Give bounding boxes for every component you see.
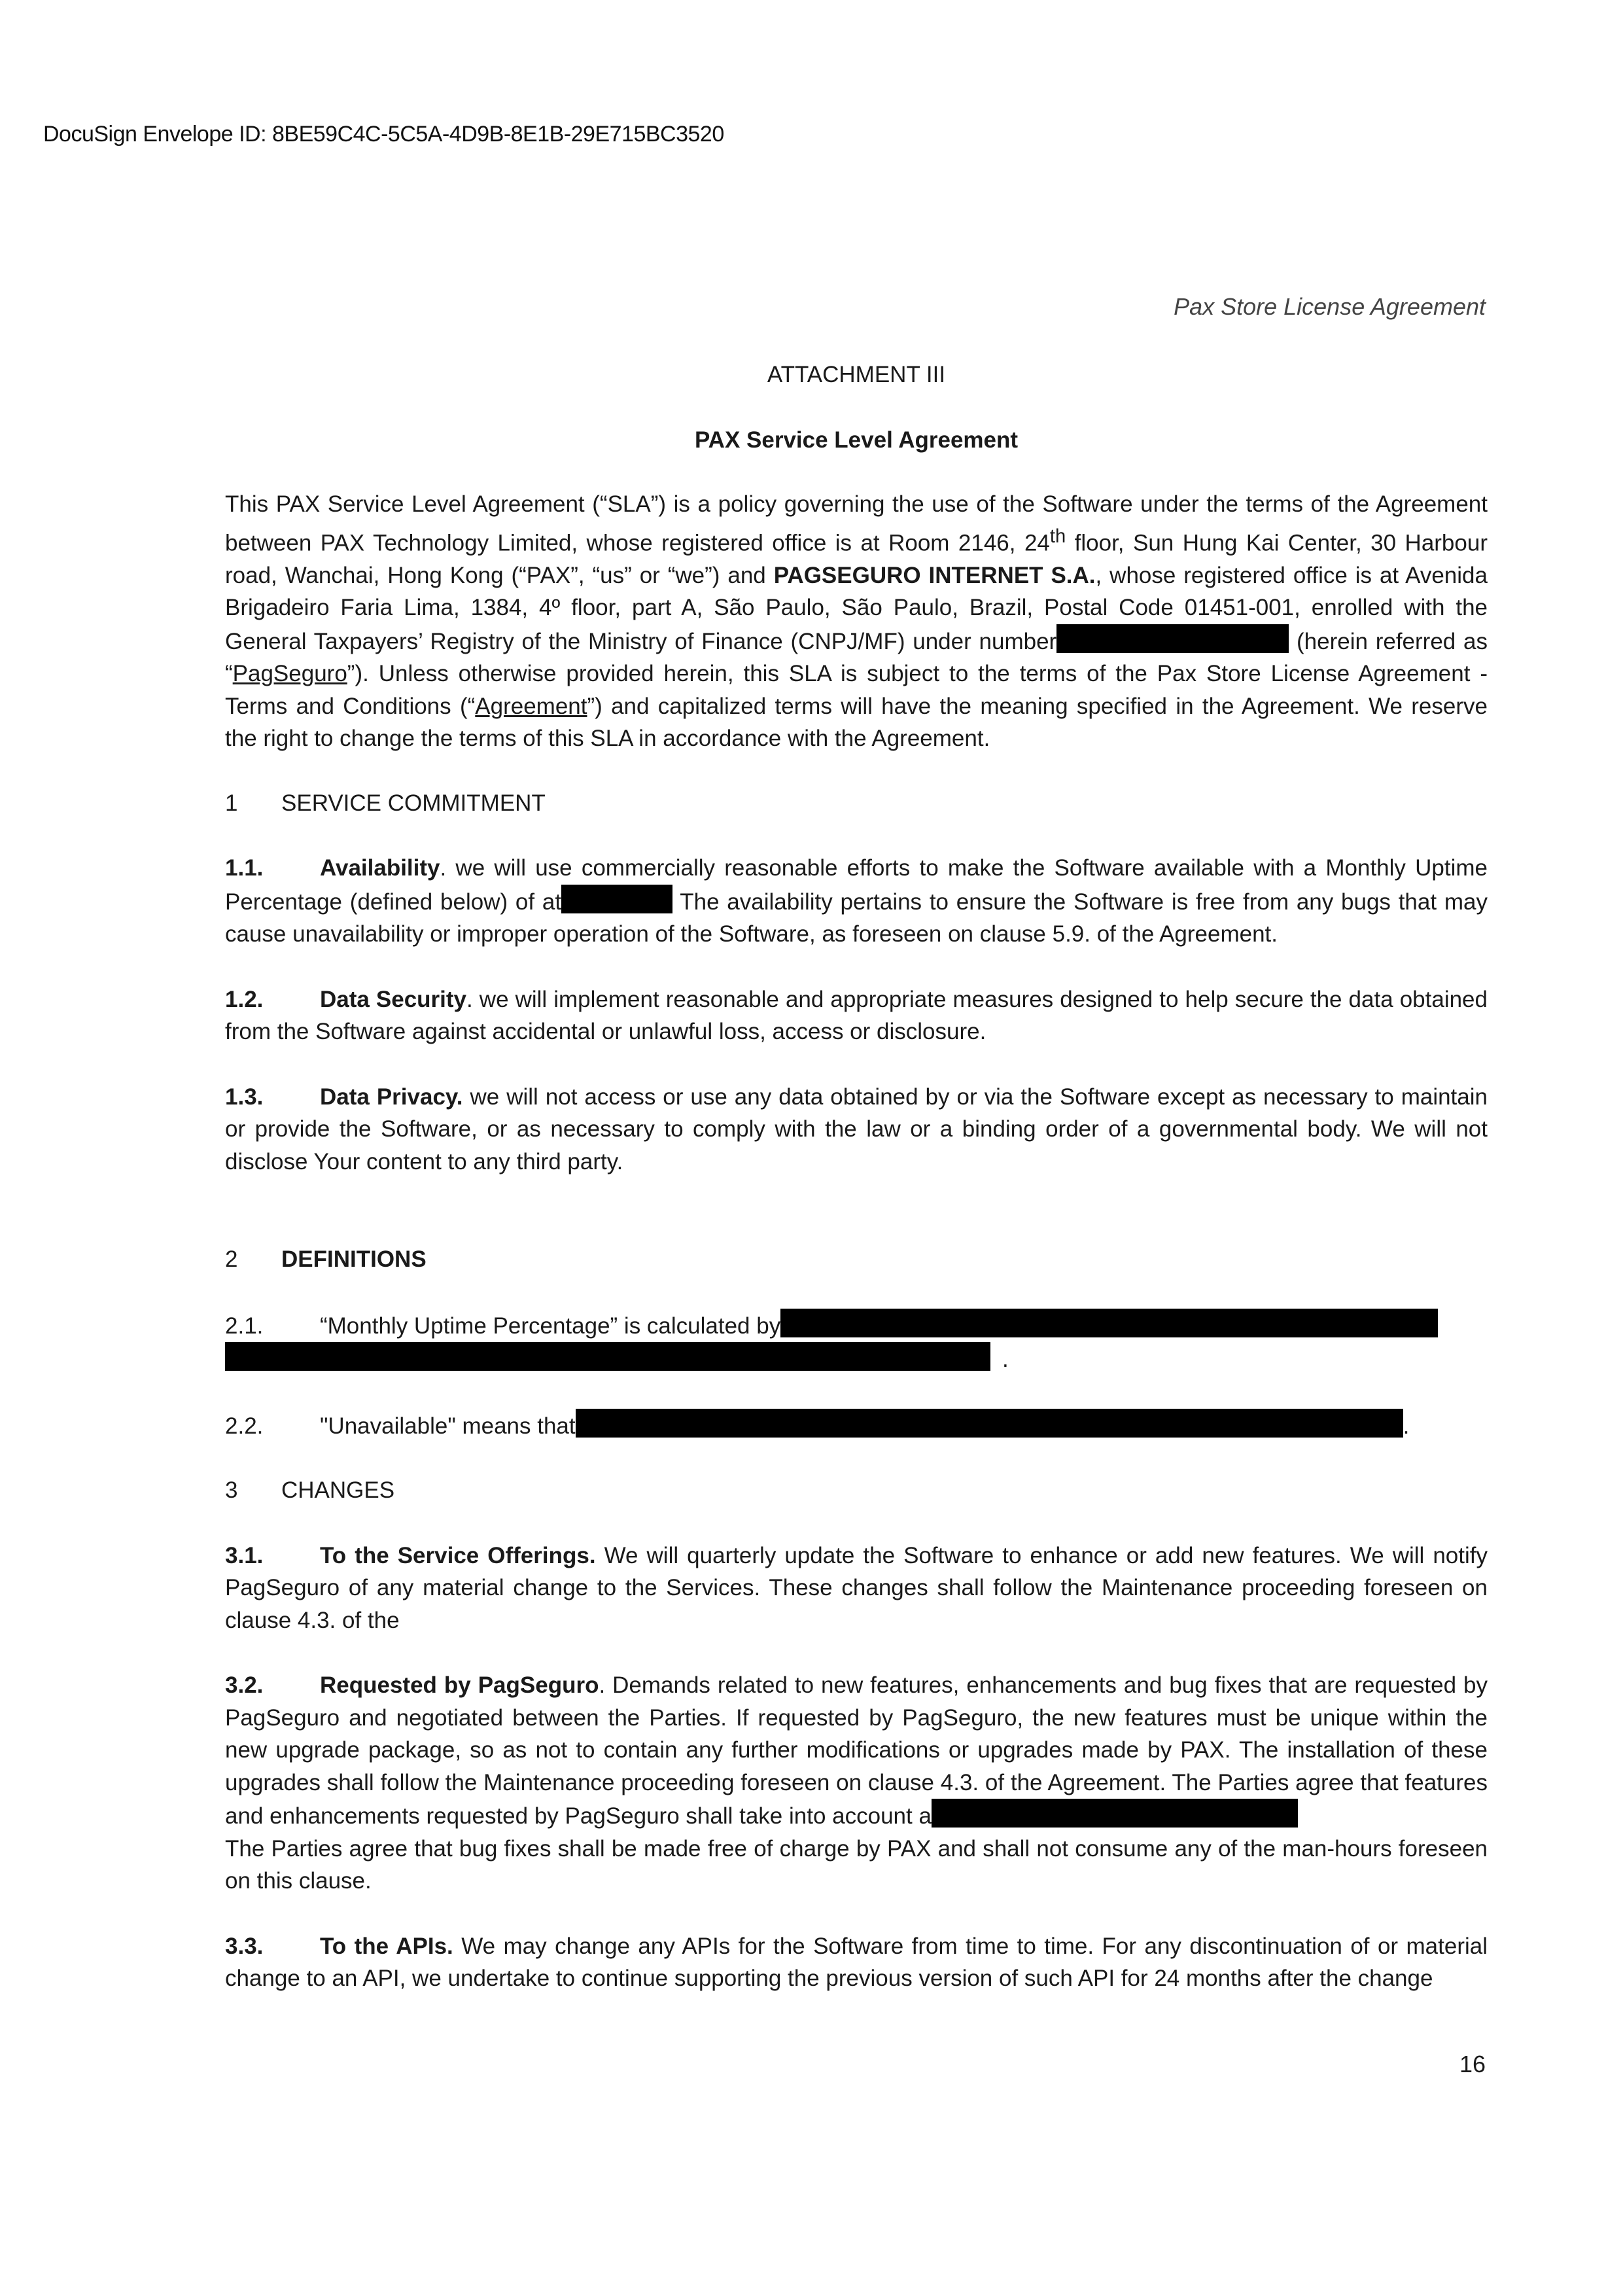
redaction-box	[561, 885, 672, 913]
clause-tail: .	[1002, 1347, 1009, 1373]
attachment-label: ATTACHMENT III	[767, 362, 946, 387]
intro-text-6: ”) and capitalized terms will have the meaning specified in the Agreement. We reserve the right to change the terms of this SLA in accordance with the Agreement.	[225, 693, 1488, 752]
redaction-box	[932, 1799, 1298, 1828]
clause-3-3	[225, 1930, 1488, 1995]
intro-text-1: This PAX Service Level Agreement (“SLA”) is a policy governing the use of the Software under the terms of the Agreement between PAX Technology Limited, whose registered office is at Room 2146, 24	[225, 491, 1488, 556]
clause-number: 3.1.	[225, 1542, 264, 1568]
clause-2-2	[225, 1409, 1488, 1443]
clause-text: "Unavailable" means that	[320, 1413, 576, 1439]
clause-2-1	[225, 1309, 1488, 1376]
redaction-box	[225, 1342, 990, 1371]
superscript: th	[1049, 525, 1066, 547]
section-heading-2	[225, 1243, 1488, 1276]
section-number: 1	[225, 790, 238, 816]
clause-number: 1.3.	[225, 1084, 264, 1110]
redaction-box	[1056, 624, 1289, 653]
clause-text: we will not access or use any data obtained by or via the Software except as necessary to maintain or provide the Software, or as necessary to comply with the law or a binding order of a governmental body. We will not disclose Your content to any third party.	[225, 1084, 1488, 1174]
clause-number: 1.1.	[225, 855, 264, 881]
running-header: Pax Store License Agreement	[1174, 293, 1486, 320]
intro-text-2: floor, Sun Hung Kai Center, 30 Harbour road, Wanchai, Hong Kong (“PAX”, “us” or “we”) and	[225, 530, 1488, 588]
section-heading-3	[225, 1474, 1488, 1507]
page-number: 16	[1459, 2051, 1486, 2077]
clause-title: Requested by PagSeguro	[320, 1672, 599, 1699]
company-name: PAGSEGURO INTERNET S.A.	[773, 562, 1096, 588]
clause-text: “Monthly Uptime Percentage” is calculated by	[320, 1313, 781, 1339]
clause-title: To the Service Offerings.	[320, 1542, 596, 1568]
clause-text: The availability pertains to ensure the Software is free from any bugs that may cause unavailability or improper operation of the Software, as foreseen on clause 5.9. of the Agreement.	[225, 889, 1488, 947]
redaction-box	[576, 1409, 1403, 1438]
intro-text-4: (herein referred as “	[225, 628, 1488, 687]
clause-title: To the APIs.	[320, 1933, 453, 1959]
clause-tail: .	[1403, 1413, 1410, 1439]
clause-3-2	[225, 1669, 1488, 1898]
clause-text: The Parties agree that bug fixes shall be made free of charge by PAX and shall not consume any of the man-hours foreseen on this clause.	[225, 1835, 1488, 1894]
clause-title: Data Privacy.	[320, 1084, 463, 1110]
section-heading-1	[225, 787, 1488, 820]
clause-1-3	[225, 1081, 1488, 1178]
clause-number: 1.2.	[225, 986, 264, 1012]
clause-number: 2.1.	[225, 1313, 264, 1339]
intro-text-5: ”). Unless otherwise provided herein, this SLA is subject to the terms of the Pax Store License Agreement - Terms and Conditions (“	[225, 661, 1488, 719]
intro-paragraph	[225, 488, 1488, 755]
docusign-envelope-id: DocuSign Envelope ID: 8BE59C4C-5C5A-4D9B-8E1B-29E715BC3520	[43, 122, 724, 147]
section-number: 3	[225, 1477, 238, 1504]
page-title: PAX Service Level Agreement	[694, 427, 1019, 453]
defined-term-agreement: Agreement	[475, 693, 587, 719]
clause-text: . Demands related to new features, enhancements and bug fixes that are requested by PagSeguro and negotiated between the Parties. If requested by PagSeguro, the new features must be unique within the new upgrade package, so as not to contain any further modifications or upgrades made by PAX. The installation of these upgrades shall follow the Maintenance proceeding foreseen on clause 4.3. of the Agreement. The Parties agree that features and enhancements requested by PagSeguro shall take into account a	[225, 1672, 1488, 1829]
clause-1-2	[225, 983, 1488, 1048]
clause-1-1	[225, 852, 1488, 951]
defined-term-pagseguro: PagSeguro	[232, 661, 347, 687]
section-title: DEFINITIONS	[281, 1246, 427, 1273]
clause-number: 3.2.	[225, 1672, 264, 1699]
clause-number: 3.3.	[225, 1933, 264, 1959]
section-title: CHANGES	[281, 1477, 395, 1504]
clause-text: We may change any APIs for the Software from time to time. For any discontinuation of or material change to an API, we undertake to continue supporting the previous version of such API for 24 months after the change	[225, 1933, 1488, 1992]
clause-title: Data Security	[320, 986, 467, 1012]
clause-text: We will quarterly update the Software to enhance or add new features. We will notify PagSeguro of any material change to the Services. These changes shall follow the Maintenance proceeding foreseen on clause 4.3. of the	[225, 1542, 1488, 1633]
clause-text: . we will use commercially reasonable efforts to make the Software available with a Monthly Uptime Percentage (defined below) of at	[225, 855, 1488, 915]
redaction-box	[780, 1309, 1438, 1337]
clause-title: Availability	[320, 855, 440, 881]
document-body	[225, 359, 1488, 1995]
clause-text: . we will implement reasonable and appropriate measures designed to help secure the data obtained from the Software against accidental or unlawful loss, access or disclosure.	[225, 986, 1488, 1045]
section-number: 2	[225, 1246, 238, 1273]
intro-text-3: , whose registered office is at Avenida Brigadeiro Faria Lima, 1384, 4º floor, part A, São Paulo, São Paulo, Brazil, Postal Code 01451-001, enrolled with the General Taxpayers’ Registry of the Ministry of Finance (CNPJ/MF) under number	[225, 562, 1488, 654]
clause-3-1	[225, 1540, 1488, 1637]
section-title: SERVICE COMMITMENT	[281, 790, 546, 816]
clause-number: 2.2.	[225, 1413, 264, 1439]
